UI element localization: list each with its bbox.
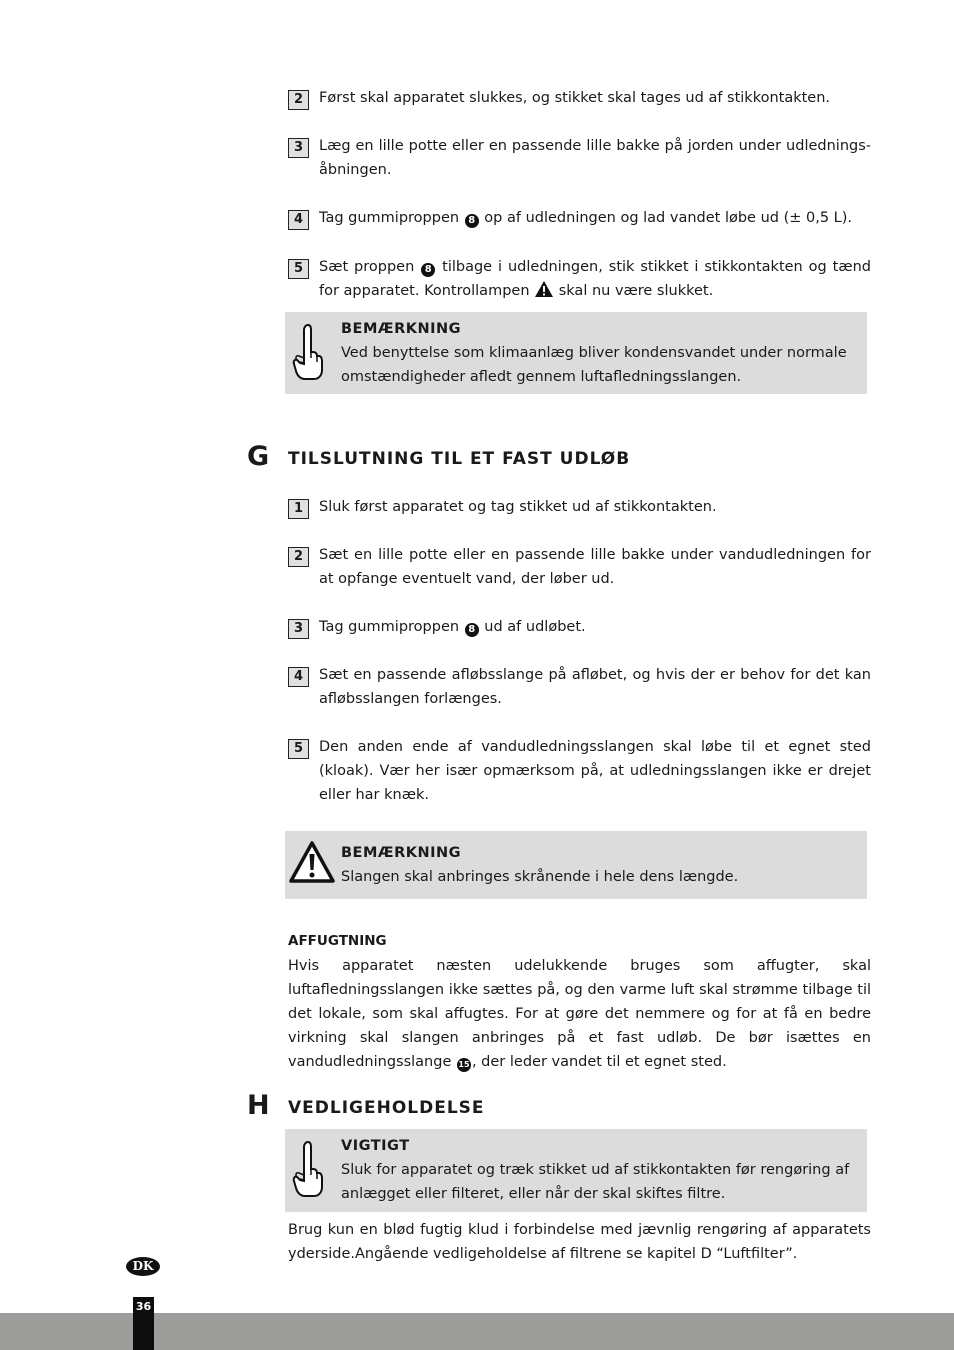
maintenance-paragraph: Brug kun en blød fugtig klud i forbindelse med jævnlig rengøring af apparatets yderside.Angående vedligeholdelse af filtrene se kapitel D “Luftfilter”. — [288, 1222, 871, 1262]
step-text-b: tilbage i udledningen, stik stikket i stikkontakten og tænd for apparatet. Kontrollampen — [319, 259, 871, 299]
section-letter-g: G — [247, 441, 270, 472]
pointing-finger-icon — [291, 1139, 325, 1199]
note-text — [341, 1134, 856, 1206]
step-text: Sæt en passende afløbsslange på afløbet, og hvis der er behov for det kan afløbsslangen forlænges. — [319, 667, 871, 707]
note-title: VIGTIGT — [341, 1138, 410, 1154]
note-body: Sluk for apparatet og træk stikket ud af stikkontakten før rengøring af anlægget eller filteret, eller når der skal skiftes filtre. — [341, 1162, 850, 1202]
step-text-a: Tag gummiproppen — [319, 210, 460, 226]
step-text-a: Tag gummiproppen — [319, 619, 460, 635]
section-letter-h: H — [247, 1090, 270, 1121]
step-number: 3 — [288, 619, 309, 639]
step-text — [319, 615, 871, 639]
pointing-finger-icon — [291, 322, 325, 382]
warning-icon — [289, 841, 335, 883]
step-number: 5 — [288, 259, 309, 279]
step-number: 2 — [288, 547, 309, 567]
step-text: Først skal apparatet slukkes, og stikket skal tages ud af stikkontakten. — [319, 90, 831, 106]
section-title-h: VEDLIGEHOLDELSE — [288, 1098, 485, 1118]
step-3-top — [288, 138, 871, 186]
step-text: Den anden ende af vandudledningsslangen skal løbe til et egnet sted (kloak). Vær her især opmærksom på, at udledningsslangen ikke er drejet eller har knæk. — [319, 739, 871, 803]
page-number: 36 — [135, 1300, 152, 1313]
affugtning-paragraph — [288, 954, 871, 1074]
affugtning-text-b: , der leder vandet til et egnet sted. — [471, 1054, 727, 1070]
step-number: 2 — [288, 90, 309, 110]
g-step-3 — [288, 619, 871, 643]
step-text — [319, 255, 871, 303]
ref-8-icon: 8 — [465, 623, 479, 637]
ref-8-icon: 8 — [465, 214, 479, 228]
note-text — [341, 317, 856, 389]
ref-8-icon: 8 — [421, 263, 435, 277]
step-text-c: skal nu være slukket. — [558, 283, 714, 299]
warning-lamp-icon — [534, 280, 554, 298]
step-text-a: Sæt proppen — [319, 259, 415, 275]
step-2-top — [288, 90, 871, 114]
step-number: 5 — [288, 739, 309, 759]
g-step-5 — [288, 739, 871, 811]
step-number: 3 — [288, 138, 309, 158]
step-text-b: ud af udløbet. — [484, 619, 586, 635]
step-text: Sluk først apparatet og tag stikket ud af stikkontakten. — [319, 499, 717, 515]
step-text: Læg en lille potte eller en passende lille bakke på jorden under udlednings-åbningen. — [319, 138, 871, 178]
note-box-2 — [285, 831, 867, 899]
step-4-top — [288, 210, 871, 234]
note-box-1 — [285, 312, 867, 394]
note-title: BEMÆRKNING — [341, 321, 462, 337]
note-title: BEMÆRKNING — [341, 845, 462, 861]
step-text: Sæt en lille potte eller en passende lille bakke under vandudledningen for at opfange eventuelt vand, der løber ud. — [319, 547, 871, 587]
note-box-3 — [285, 1129, 867, 1212]
step-text — [319, 206, 871, 230]
note-text — [341, 841, 856, 889]
step-number: 4 — [288, 667, 309, 687]
section-title-g: TILSLUTNING TIL ET FAST UDLØB — [288, 449, 631, 469]
step-number: 1 — [288, 499, 309, 519]
affugtning-heading: AFFUGTNING — [288, 933, 387, 949]
ref-15-icon: 15 — [457, 1058, 471, 1072]
note-body: Slangen skal anbringes skrånende i hele dens længde. — [341, 869, 739, 885]
g-step-4 — [288, 667, 871, 715]
g-step-1 — [288, 499, 871, 523]
g-step-2 — [288, 547, 871, 595]
language-badge: DK — [126, 1257, 160, 1276]
note-body: Ved benyttelse som klimaanlæg bliver kondensvandet under normale omstændigheder afledt gennem luftafledningsslangen. — [341, 345, 847, 385]
affugtning-text-a: Hvis apparatet næsten udelukkende bruges som affugter, skal luftafledningsslangen ikke sættes på, og den varme luft skal strømme tilbage til det lokale, som skal affugtes. For at gøre det nemmere og for at få en bedre virkning skal slangen anbringes på et fast udløb. De bør isættes en vandudledningsslange — [288, 958, 871, 1070]
step-5-top — [288, 259, 871, 307]
step-number: 4 — [288, 210, 309, 230]
step-text-b: op af udledningen og lad vandet løbe ud (± 0,5 L). — [484, 210, 853, 226]
